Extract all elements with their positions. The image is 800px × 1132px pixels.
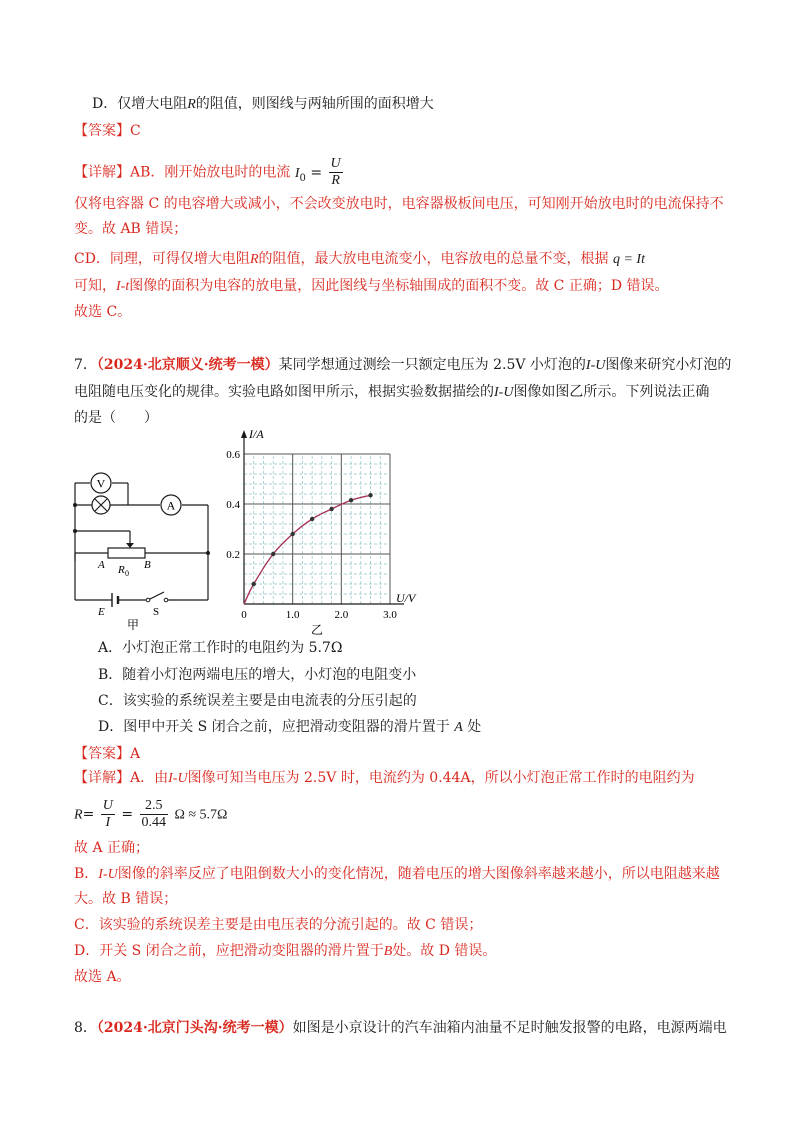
q7-stem-line3: 的是（ ） <box>74 410 158 426</box>
terminal-b-label: B <box>144 559 151 571</box>
q7-option-b: B．随着小灯泡两端电压的增大，小灯泡的电阻变小 <box>98 667 417 683</box>
iu-graph <box>222 426 422 646</box>
q7-stem-line1: 7．（2024·北京顺义·统考一模）某同学想通过测绘一只额定电压为 2.5V 小灯泡的I-U图像来研究小灯泡的 <box>74 357 732 373</box>
q6-detail-line4: CD．同理，可得仅增大电阻R的阻值，最大放电电流变小，电容放电的总量不变，根据 q = It <box>74 251 645 267</box>
y-axis-label: I/A <box>249 427 264 441</box>
data-point <box>271 552 275 556</box>
q7-detail-d: D．开关 S 闭合之前，应把滑动变阻器的滑片置于B处。故 D 错误。 <box>74 943 497 959</box>
slider-arrow-icon <box>126 543 134 548</box>
switch-icon <box>146 598 150 602</box>
data-point <box>368 493 372 497</box>
q8-source: （2024·北京门头沟·统考一模） <box>96 1020 293 1036</box>
q7-detail-a-end: 故 A 正确； <box>74 840 150 856</box>
rheostat-icon <box>108 548 145 558</box>
ammeter-label: A <box>166 498 176 513</box>
iu-curve <box>244 495 371 604</box>
rheostat-label: R <box>118 564 125 576</box>
lamp-icon <box>92 496 110 514</box>
q7-answer: 【答案】A <box>74 746 141 762</box>
data-point <box>252 582 256 586</box>
q6-detail-line1: 【详解】AB．刚开始放电时的电流 $I_0$ = $\frac{U}{R}$ <box>74 156 345 189</box>
q7-detail-a: 【详解】A．由I-U图像可知当电压为 2.5V 时，电流约为 0.44A，所以小灯泡正常工作时的电阻约为 <box>74 770 695 786</box>
q7-formula-resistance: R= $\frac{U}{I}$ = $\frac{2.5}{0.44}$ Ω ≈ 5.7Ω <box>74 798 228 830</box>
q7-detail-b: B．I-U图像的斜率反应了电阻倒数大小的变化情况，随着电压的增大图像斜率越来越小，所以电阻越来越 <box>74 866 720 882</box>
q7-detail-b-end: 大。故 B 错误； <box>74 891 178 907</box>
data-point <box>310 517 314 521</box>
switch-label: S <box>153 606 160 618</box>
q6-detail-line2: 仅将电容器 C 的电容增大或减小，不会改变放电时，电容器极板间电压，可知刚开始放电时的电流保持不 <box>74 196 724 212</box>
x-tick-label: 3.0 <box>383 609 397 621</box>
terminal-a-label: A <box>98 559 105 571</box>
x-tick-label: 2.0 <box>334 609 349 621</box>
circuit-caption: 甲 <box>126 618 140 632</box>
source-label: E <box>98 606 105 618</box>
q7-conclusion: 故选 A。 <box>74 969 131 985</box>
q7-option-d: D．图甲中开关 S 闭合之前，应把滑动变阻器的滑片置于 A 处 <box>98 719 482 735</box>
q8-number: 8． <box>74 1020 97 1036</box>
q6-conclusion: 故选 C。 <box>74 304 132 320</box>
q6-detail-line5: 可知，I-t图像的面积为电容的放电量，因此图线与坐标轴围成的面积不变。故 C 正确；D 错误。 <box>74 278 669 294</box>
voltmeter-label: V <box>96 476 106 491</box>
q6-formula-current: $I_0$ = $\frac{U}{R}$ <box>294 156 341 188</box>
data-point <box>290 532 294 536</box>
circuit-diagram <box>60 458 225 638</box>
y-tick-label: 0.4 <box>226 499 240 511</box>
q6-answer: 【答案】C <box>74 123 141 139</box>
q8-stem: 8．（2024·北京门头沟·统考一模）如图是小京设计的汽车油箱内油量不足时触发报警的电路，电源两端电 <box>74 1020 727 1036</box>
x-tick-label: 1.0 <box>285 609 300 621</box>
origin-label: 0 <box>241 609 247 621</box>
data-point <box>349 498 353 502</box>
q6-formula-charge: q = It <box>612 252 645 267</box>
q7-stem-line2: 电阻随电压变化的规律。实验电路如图甲所示，根据实验数据描绘的I-U图像如图乙所示。下列说法正确 <box>74 384 710 400</box>
graph-caption: 乙 <box>310 623 324 637</box>
x-axis-label: U/V <box>396 591 416 605</box>
q7-detail-c: C．该实验的系统误差主要是由电压表的分流引起的。故 C 错误； <box>74 917 483 933</box>
q6-detail-line3: 变。故 AB 错误； <box>74 221 188 237</box>
y-tick-label: 0.2 <box>226 549 240 561</box>
q7-option-a: A．小灯泡正常工作时的电阻约为 5.7Ω <box>98 640 343 656</box>
rheostat-sub: 0 <box>125 569 129 578</box>
q7-option-c: C．该实验的系统误差主要是由电流表的分压引起的 <box>98 693 417 709</box>
data-point <box>329 507 333 511</box>
y-tick-label: 0.6 <box>226 449 240 461</box>
q7-number: 7． <box>74 357 97 373</box>
q7-source: （2024·北京顺义·统考一模） <box>96 357 279 373</box>
q6-option-d: D．仅增大电阻R的阻值，则图线与两轴所围的面积增大 <box>92 96 434 112</box>
y-axis-arrow-icon <box>241 430 247 438</box>
